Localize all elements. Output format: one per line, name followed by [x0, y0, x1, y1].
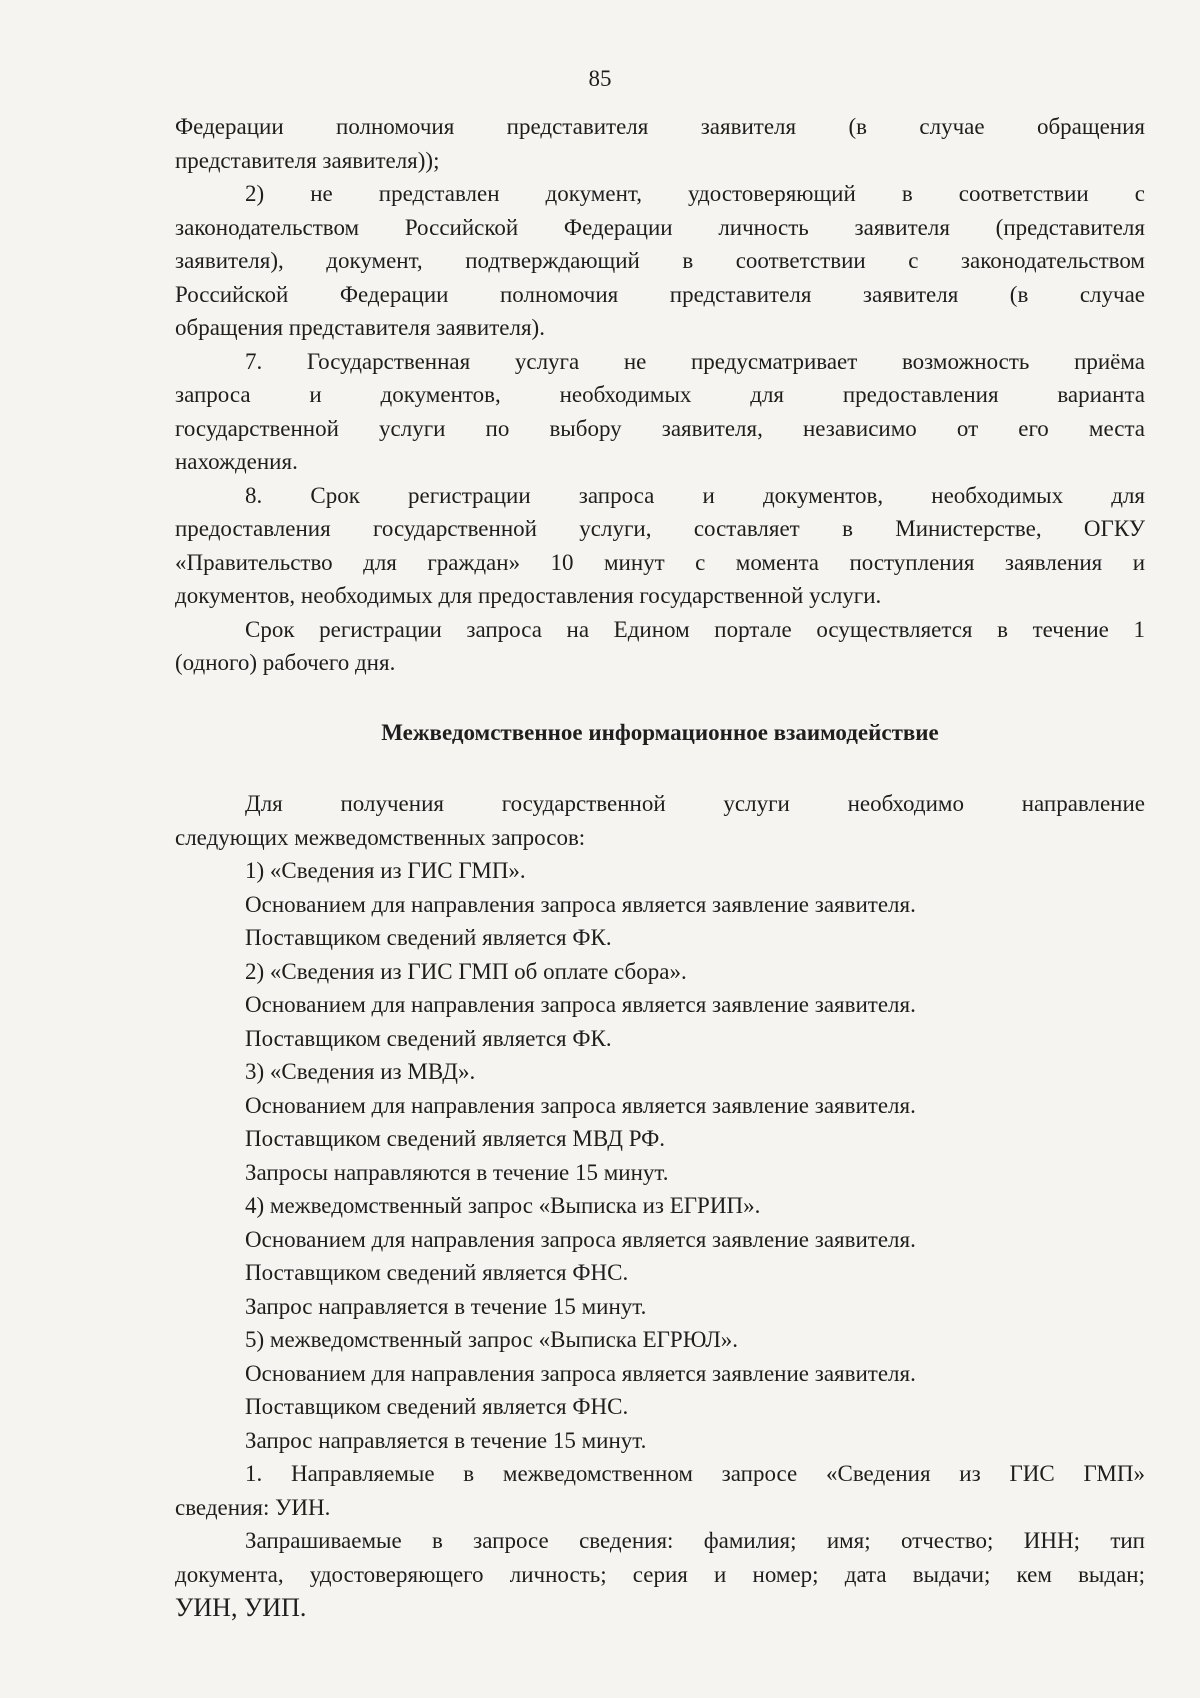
text-line: обращения представителя заявителя). — [175, 315, 545, 340]
list-line: Основанием для направления запроса является заявление заявителя. — [245, 992, 916, 1017]
text-line: запроса и документов, необходимых для предоставления варианта — [175, 382, 1145, 407]
text-line: сведения: УИН. — [175, 1494, 331, 1520]
text-line: законодательством Российской Федерации личность заявителя (представителя — [175, 214, 1145, 240]
list-line: Запросы направляются в течение 15 минут. — [245, 1159, 669, 1185]
paragraph-requested-data — [175, 1524, 1145, 1625]
paragraph-item-8 — [175, 479, 1145, 613]
text-line: Запрашиваемые в запросе сведения: фамилия; имя; отчество; ИНН; тип — [245, 1528, 1145, 1553]
paragraph-intro — [175, 787, 1145, 854]
page-number: 85 — [588, 66, 612, 91]
text-line: следующих межведомственных запросов: — [175, 824, 586, 850]
list-line: Поставщиком сведений является ФНС. — [245, 1394, 629, 1419]
text-line: заявителя), документ, подтверждающий в соответствии с законодательством — [175, 248, 1145, 273]
list-line: 2) «Сведения из ГИС ГМП об оплате сбора». — [245, 958, 687, 984]
text-line: нахождения. — [175, 449, 298, 474]
request-list — [175, 854, 1145, 1457]
paragraph-portal-registration — [175, 613, 1145, 680]
list-line: 4) межведомственный запрос «Выписка из ЕГРИП». — [245, 1193, 761, 1218]
list-line: Основанием для направления запроса является заявление заявителя. — [245, 1092, 916, 1118]
list-line: Основанием для направления запроса является заявление заявителя. — [245, 891, 916, 917]
text-line: государственной услуги по выбору заявителя, независимо от его места — [175, 415, 1145, 441]
list-line: Поставщиком сведений является МВД РФ. — [245, 1126, 666, 1151]
paragraph-continuation — [175, 110, 1145, 177]
section-heading: Межведомственное информационное взаимодействие — [381, 719, 939, 745]
text-line: Российской Федерации полномочия представителя заявителя (в случае — [175, 281, 1145, 307]
list-line: Поставщиком сведений является ФНС. — [245, 1260, 629, 1285]
list-line: 3) «Сведения из МВД». — [245, 1059, 476, 1084]
list-line: Основанием для направления запроса является заявление заявителя. — [245, 1226, 916, 1252]
text-line: Федерации полномочия представителя заявителя (в случае обращения — [175, 114, 1145, 139]
text-line: 1. Направляемые в межведомственном запросе «Сведения из ГИС ГМП» — [245, 1461, 1145, 1486]
text-line: Срок регистрации запроса на Едином портале осуществляется в течение 1 — [245, 616, 1145, 642]
text-line: УИН, УИП. — [175, 1593, 307, 1622]
list-line: 1) «Сведения из ГИС ГМП». — [245, 858, 526, 883]
text-line: 7. Государственная услуга не предусматривает возможность приёма — [245, 348, 1145, 374]
text-line: представителя заявителя)); — [175, 147, 440, 173]
list-line: Запрос направляется в течение 15 минут. — [245, 1293, 647, 1319]
list-line: 5) межведомственный запрос «Выписка ЕГРЮЛ». — [245, 1327, 739, 1352]
text-line: документа, удостоверяющего личность; серия и номер; дата выдачи; кем выдан; — [175, 1561, 1145, 1587]
text-line: Для получения государственной услуги необходимо направление — [245, 791, 1145, 816]
paragraph-item-2 — [175, 177, 1145, 345]
text-line: (одного) рабочего дня. — [175, 650, 396, 675]
text-line: документов, необходимых для предоставления государственной услуги. — [175, 583, 882, 608]
text-line: «Правительство для граждан» 10 минут с момента поступления заявления и — [175, 549, 1145, 575]
list-line: Поставщиком сведений является ФК. — [245, 925, 612, 950]
text-line: предоставления государственной услуги, составляет в Министерстве, ОГКУ — [175, 516, 1145, 541]
list-line: Запрос направляется в течение 15 минут. — [245, 1427, 647, 1453]
paragraph-item-7 — [175, 345, 1145, 479]
paragraph-uin-sent — [175, 1457, 1145, 1524]
list-line: Поставщиком сведений является ФК. — [245, 1025, 612, 1051]
list-line: Основанием для направления запроса является заявление заявителя. — [245, 1360, 916, 1386]
text-line: 2) не представлен документ, удостоверяющий в соответствии с — [245, 181, 1145, 206]
page-content — [175, 110, 1145, 1625]
text-line: 8. Срок регистрации запроса и документов, необходимых для — [245, 482, 1145, 508]
